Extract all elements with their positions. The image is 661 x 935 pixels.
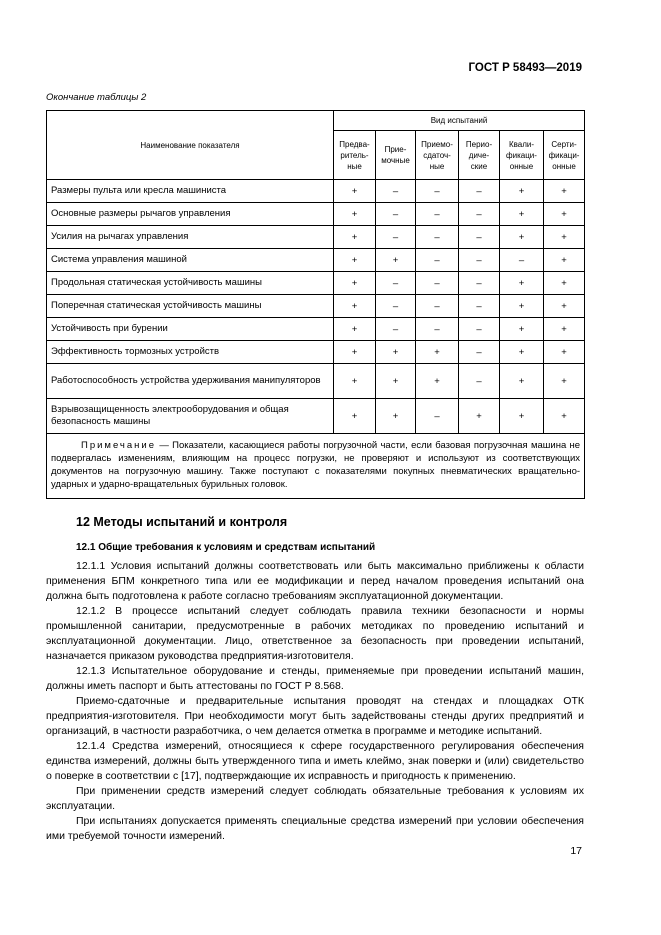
mark-cell: + bbox=[500, 272, 544, 295]
row-name: Взрывозащищенность электрооборудования и общая безопасность машины bbox=[47, 399, 334, 434]
paragraph: При применении средств измерений следует соблюдать обязательные требования к условиям их эксплуатации. bbox=[46, 785, 584, 812]
mark-cell: + bbox=[376, 341, 416, 364]
mark-cell: + bbox=[544, 364, 585, 399]
column-header-acceptance: Прие- мочные bbox=[376, 131, 416, 180]
page-number: 17 bbox=[570, 845, 582, 857]
column-header-qualification: Квали- фикаци- онные bbox=[500, 131, 544, 180]
table-row bbox=[47, 180, 585, 203]
table-row bbox=[47, 272, 585, 295]
paragraph: 12.1.1 Условия испытаний должны соответствовать или быть максимально приближены к области применения БПМ конкретного типа или ее модификации и перед началом проведения испытаний она должна быть подготовлена к работе согласно требованиям эксплуатационной документации. bbox=[46, 560, 584, 602]
mark-cell: + bbox=[459, 399, 500, 434]
mark-cell: + bbox=[544, 226, 585, 249]
mark-cell: + bbox=[334, 272, 376, 295]
mark-cell: – bbox=[376, 180, 416, 203]
paragraph: 12.1.4 Средства измерений, относящиеся к сфере государственного регулирования обеспечения единства измерений, должны быть утвержденного типа и иметь клеймо, знак поверки и (или) свидетельство о поверке в соответствии с [17], подтверждающие их исправность и пригодность к применению. bbox=[46, 740, 584, 782]
subsection-title: 12.1 Общие требования к условиям и средствам испытаний bbox=[76, 542, 376, 553]
test-type-group-header: Вид испытаний bbox=[334, 111, 585, 131]
column-header-preliminary: Предва- ритель- ные bbox=[334, 131, 376, 180]
mark-cell: – bbox=[416, 180, 459, 203]
mark-cell: + bbox=[334, 203, 376, 226]
row-name: Размеры пульта или кресла машиниста bbox=[47, 180, 334, 203]
mark-cell: + bbox=[334, 399, 376, 434]
mark-cell: + bbox=[544, 318, 585, 341]
mark-cell: – bbox=[459, 295, 500, 318]
mark-cell: – bbox=[459, 226, 500, 249]
mark-cell: + bbox=[544, 295, 585, 318]
mark-cell: – bbox=[376, 226, 416, 249]
mark-cell: – bbox=[416, 318, 459, 341]
mark-cell: – bbox=[376, 318, 416, 341]
mark-cell: + bbox=[500, 180, 544, 203]
mark-cell: + bbox=[500, 203, 544, 226]
mark-cell: – bbox=[459, 203, 500, 226]
column-header-certification: Серти- фикаци- онные bbox=[544, 131, 585, 180]
row-name: Поперечная статическая устойчивость машины bbox=[47, 295, 334, 318]
mark-cell: – bbox=[459, 272, 500, 295]
mark-cell: + bbox=[416, 364, 459, 399]
mark-cell: + bbox=[500, 295, 544, 318]
table-caption: Окончание таблицы 2 bbox=[46, 92, 147, 103]
mark-cell: – bbox=[459, 180, 500, 203]
paragraph: Приемо-сдаточные и предварительные испытания проводят на стендах и площадках ОТК предприятия-изготовителя. При необходимости могут быть задействованы стенды других предприятий и организаций, в частности разработчика, о чем делается отметка в программе и методике испытаний. bbox=[46, 695, 584, 737]
mark-cell: + bbox=[544, 399, 585, 434]
mark-cell: – bbox=[416, 249, 459, 272]
test-types-table bbox=[46, 110, 585, 499]
row-name: Работоспособность устройства удерживания манипуляторов bbox=[47, 364, 334, 399]
mark-cell: – bbox=[459, 249, 500, 272]
row-name: Основные размеры рычагов управления bbox=[47, 203, 334, 226]
table-row bbox=[47, 364, 585, 399]
mark-cell: – bbox=[416, 203, 459, 226]
mark-cell: + bbox=[334, 249, 376, 272]
mark-cell: + bbox=[334, 318, 376, 341]
section-title: 12 Методы испытаний и контроля bbox=[76, 515, 288, 529]
column-header-periodic: Перио- диче- ские bbox=[459, 131, 500, 180]
row-name: Продольная статическая устойчивость машины bbox=[47, 272, 334, 295]
mark-cell: – bbox=[459, 318, 500, 341]
note-row bbox=[47, 434, 585, 499]
gost-header: ГОСТ Р 58493—2019 bbox=[468, 62, 582, 74]
table-row bbox=[47, 318, 585, 341]
mark-cell: – bbox=[416, 272, 459, 295]
mark-cell: + bbox=[334, 364, 376, 399]
mark-cell: + bbox=[334, 341, 376, 364]
mark-cell: + bbox=[544, 249, 585, 272]
table-note bbox=[47, 434, 585, 499]
mark-cell: + bbox=[334, 180, 376, 203]
mark-cell: + bbox=[500, 364, 544, 399]
mark-cell: – bbox=[376, 272, 416, 295]
table-row bbox=[47, 295, 585, 318]
mark-cell: + bbox=[334, 295, 376, 318]
mark-cell: – bbox=[416, 399, 459, 434]
mark-cell: + bbox=[500, 341, 544, 364]
table-row bbox=[47, 249, 585, 272]
mark-cell: + bbox=[500, 399, 544, 434]
mark-cell: + bbox=[416, 341, 459, 364]
mark-cell: + bbox=[500, 318, 544, 341]
table-row bbox=[47, 203, 585, 226]
mark-cell: + bbox=[376, 249, 416, 272]
section-body bbox=[46, 559, 584, 844]
row-name: Эффективность тормозных устройств bbox=[47, 341, 334, 364]
row-name: Система управления машиной bbox=[47, 249, 334, 272]
mark-cell: + bbox=[544, 180, 585, 203]
mark-cell: – bbox=[376, 203, 416, 226]
mark-cell: – bbox=[459, 364, 500, 399]
mark-cell: – bbox=[416, 226, 459, 249]
row-name: Усилия на рычагах управления bbox=[47, 226, 334, 249]
mark-cell: + bbox=[376, 364, 416, 399]
paragraph: 12.1.2 В процессе испытаний следует соблюдать правила техники безопасности и нормы промышленной санитарии, предусмотренные в рабочих методиках по проведению испытаний и эксплуатационной документации. Лицо, ответственное за безопасность при проведении испытаний, назначается приказом руководства предприятия-изготовителя. bbox=[46, 605, 584, 662]
column-header-handover: Приемо- сдаточ- ные bbox=[416, 131, 459, 180]
table-row bbox=[47, 399, 585, 434]
mark-cell: – bbox=[500, 249, 544, 272]
paragraph: При испытаниях допускается применять специальные средства измерений при условии обеспечения ими требуемой точности измерений. bbox=[46, 815, 584, 842]
mark-cell: + bbox=[544, 341, 585, 364]
note-text: — Показатели, касающиеся работы погрузочной части, если базовая погрузочная машина не подвергалась изменениям, влияющим на процесс погрузки, не проверяют и используют из соответствующих документов на погрузочную машину. Также поступают с показателями покупных пневматических вращательно-ударных и ударно-вращательных бурильных головок. bbox=[51, 440, 581, 490]
mark-cell: + bbox=[500, 226, 544, 249]
mark-cell: + bbox=[376, 399, 416, 434]
table-row bbox=[47, 226, 585, 249]
mark-cell: – bbox=[376, 295, 416, 318]
mark-cell: + bbox=[544, 203, 585, 226]
mark-cell: + bbox=[334, 226, 376, 249]
paragraph: 12.1.3 Испытательное оборудование и стенды, применяемые при проведении испытаний машин, должны иметь паспорт и быть аттестованы по ГОСТ Р 8.568. bbox=[46, 665, 584, 692]
mark-cell: – bbox=[416, 295, 459, 318]
indicator-name-header: Наименование показателя bbox=[47, 111, 334, 180]
note-label: Примечание bbox=[81, 440, 156, 451]
row-name: Устойчивость при бурении bbox=[47, 318, 334, 341]
mark-cell: + bbox=[544, 272, 585, 295]
table-row bbox=[47, 341, 585, 364]
mark-cell: – bbox=[459, 341, 500, 364]
